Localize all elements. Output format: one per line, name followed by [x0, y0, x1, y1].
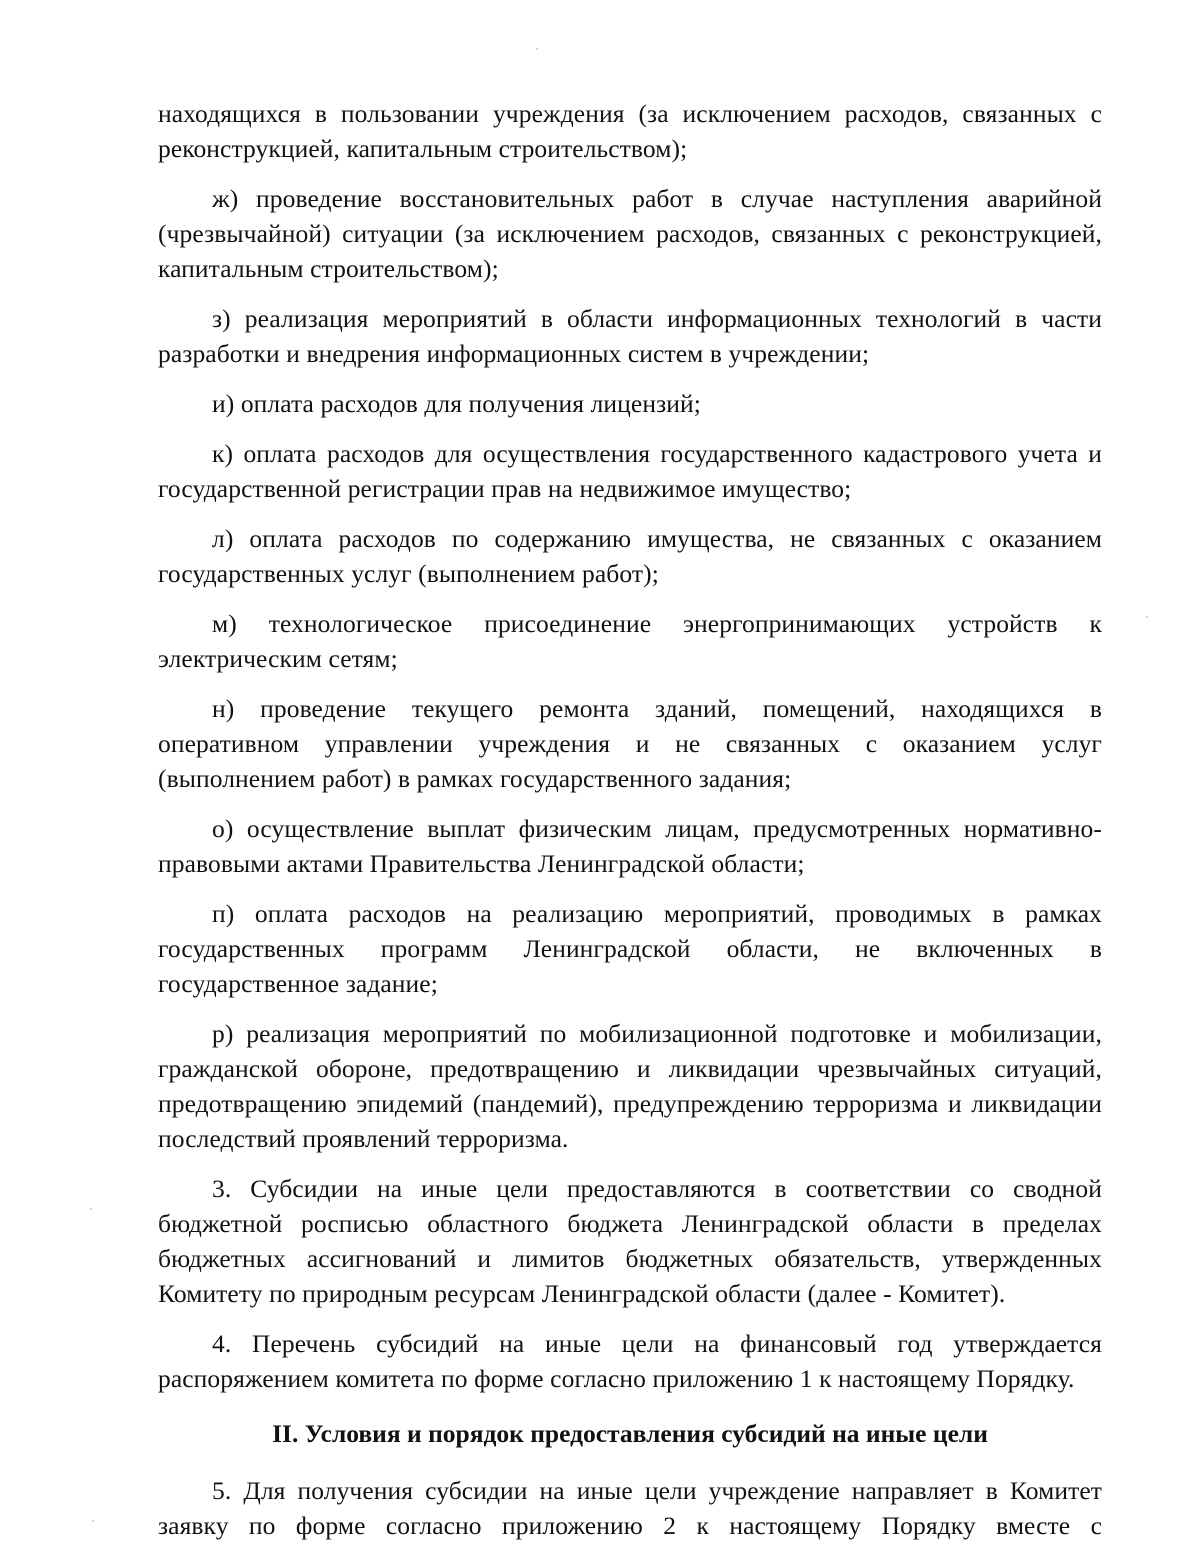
scan-speck [536, 48, 538, 50]
list-item-zh: ж) проведение восстановительных работ в случае наступления аварийной (чрезвычайной) ситуации (за исключением расходов, связанных с реконструкцией, капитальным строительством); [158, 184, 1102, 283]
clause-4: 4. Перечень субсидий на иные цели на финансовый год утверждается распоряжением комитета по форме согласно приложению 1 к настоящему Порядку. [158, 1329, 1102, 1393]
list-item-i: и) оплата расходов для получения лицензий; [212, 389, 701, 418]
list-item-l: л) оплата расходов по содержанию имущества, не связанных с оказанием государственных услуг (выполнением работ); [158, 524, 1102, 588]
list-item-k: к) оплата расходов для осуществления государственного кадастрового учета и государственной регистрации прав на недвижимое имущество; [158, 439, 1102, 503]
clause-3: 3. Субсидии на иные цели предоставляются в соответствии со сводной бюджетной росписью областного бюджета Ленинградской области в пределах бюджетных ассигнований и лимитов бюджетных обязательств, утвержденных Комитету по природным ресурсам Ленинградской области (далее - Комитет). [158, 1174, 1102, 1308]
scan-speck [90, 1208, 92, 1210]
list-item-n: н) проведение текущего ремонта зданий, помещений, находящихся в оперативном управлении учреждения и не связанных с оказанием услуг (выполнением работ) в рамках государственного задания; [158, 694, 1102, 793]
clause-5: 5. Для получения субсидии на иные цели учреждение направляет в Комитет заявку по форме согласно приложению 2 к настоящему Порядку вместе с [158, 1476, 1102, 1540]
list-item-m: м) технологическое присоединение энергопринимающих устройств к электрическим сетям; [158, 609, 1102, 673]
list-item-z: з) реализация мероприятий в области информационных технологий в части разработки и внедрения информационных систем в учреждении; [158, 304, 1102, 368]
paragraph-continued: находящихся в пользовании учреждения (за исключением расходов, связанных с реконструкцией, капитальным строительством); [158, 99, 1102, 163]
list-item-r: р) реализация мероприятий по мобилизационной подготовке и мобилизации, гражданской обороне, предотвращению и ликвидации чрезвычайных ситуаций, предотвращению эпидемий (пандемий), предупреждению терроризма и ликвидации последствий проявлений терроризма. [158, 1019, 1102, 1153]
section-heading: II. Условия и порядок предоставления субсидий на иные цели [272, 1419, 988, 1448]
list-item-o: о) осуществление выплат физическим лицам, предусмотренных нормативно-правовыми актами Правительства Ленинградской области; [158, 814, 1102, 878]
scan-speck [1146, 616, 1148, 618]
list-item-p: п) оплата расходов на реализацию мероприятий, проводимых в рамках государственных программ Ленинградской области, не включенных в государственное задание; [158, 899, 1102, 998]
document-body [158, 96, 1102, 1558]
scan-speck [92, 1520, 94, 1522]
